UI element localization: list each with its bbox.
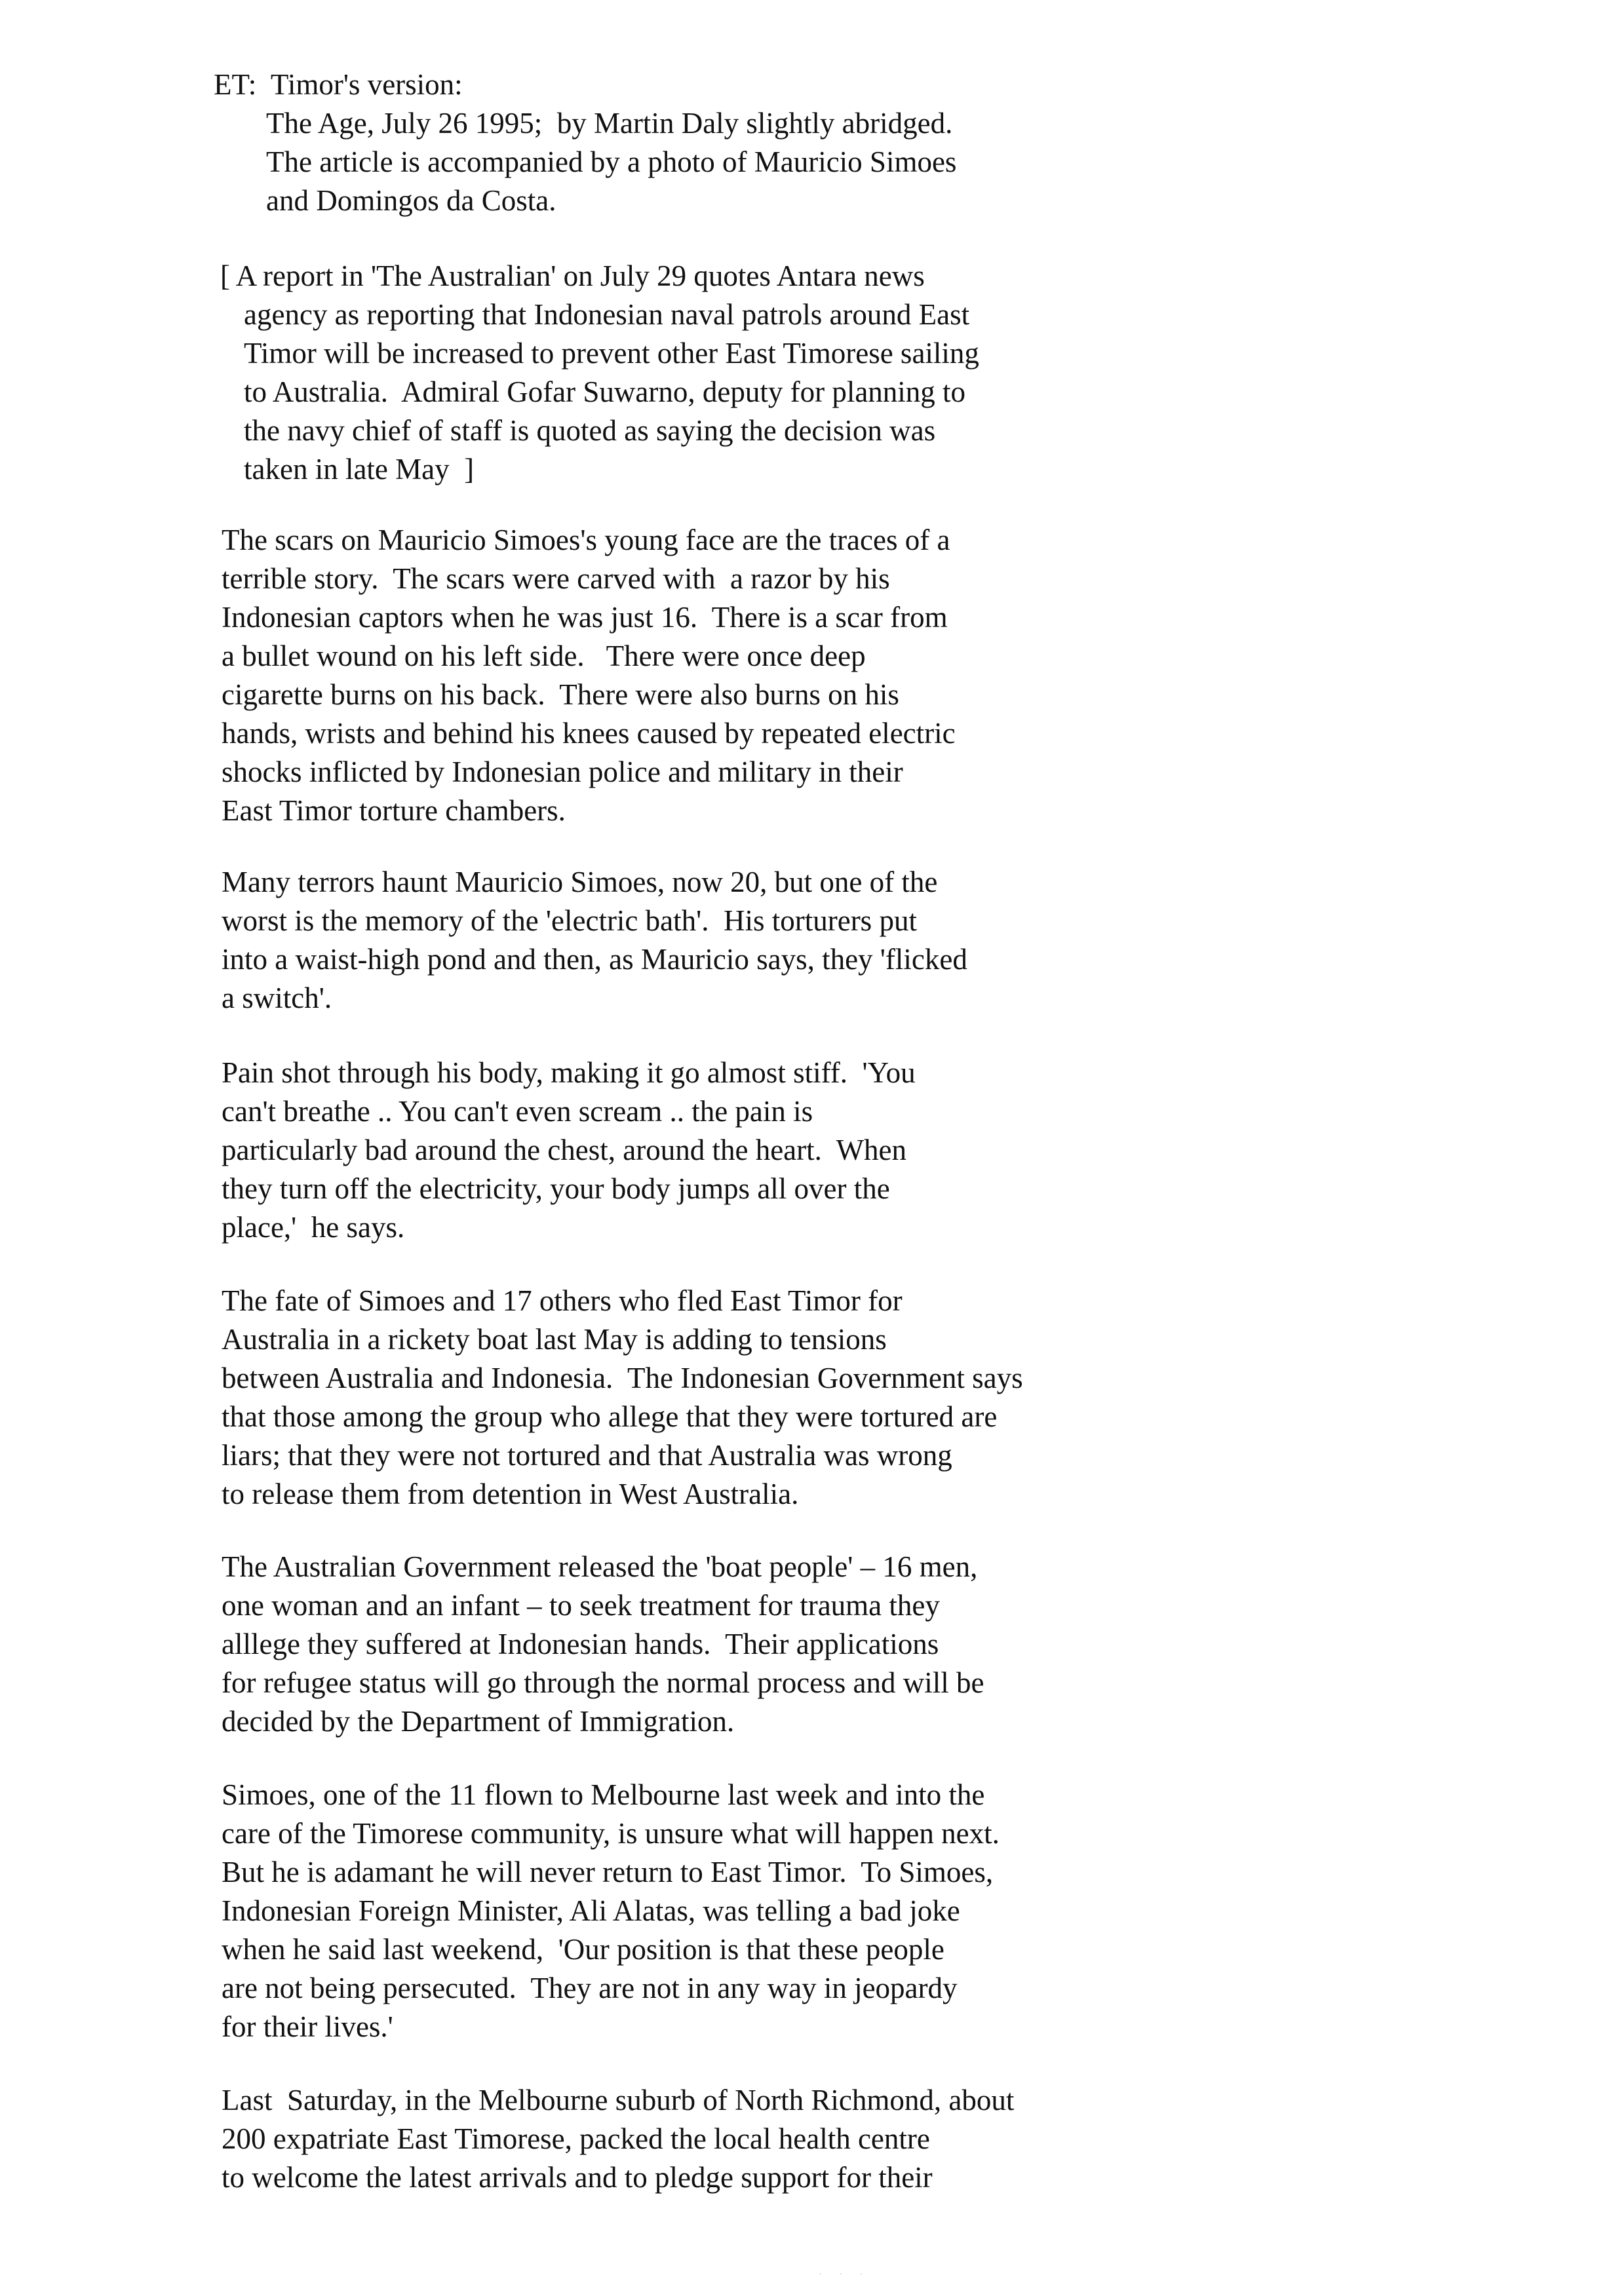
paragraph-line: care of the Timorese community, is unsure what will happen next.: [222, 1817, 1000, 1850]
paragraph-line: a switch'.: [222, 982, 332, 1014]
paragraph-line: one woman and an infant – to seek treatment for trauma they: [222, 1589, 940, 1622]
editor-note-line: to Australia. Admiral Gofar Suwarno, deputy for planning to: [244, 375, 966, 408]
editor-note-line: agency as reporting that Indonesian naval patrols around East: [244, 298, 970, 331]
paragraph-line: Simoes, one of the 11 flown to Melbourne last week and into the: [222, 1778, 985, 1811]
article-paragraph-4: [222, 1282, 1023, 1514]
paragraph-line: Last Saturday, in the Melbourne suburb of North Richmond, about: [222, 2084, 1015, 2116]
paragraph-line: between Australia and Indonesia. The Indonesian Government says: [222, 1362, 1023, 1394]
paragraph-line: Pain shot through his body, making it go almost stiff. 'You: [222, 1056, 916, 1089]
header-label-block: [214, 66, 463, 104]
paragraph-line: terrible story. The scars were carved with a razor by his: [222, 562, 890, 595]
paragraph-line: when he said last weekend, 'Our position is that these people: [222, 1933, 944, 1966]
paragraph-line: cigarette burns on his back. There were also burns on his: [222, 678, 899, 711]
editor-note-line: taken in late May ]: [244, 453, 475, 486]
article-paragraph-5: [222, 1548, 984, 1741]
paragraph-line: shocks inflicted by Indonesian police and military in their: [222, 756, 903, 788]
paragraph-line: But he is adamant he will never return to East Timor. To Simoes,: [222, 1856, 994, 1888]
paragraph-line: that those among the group who allege that they were tortured are: [222, 1400, 998, 1433]
paragraph-line: The scars on Mauricio Simoes's young face are the traces of a: [222, 524, 950, 556]
paragraph-line: to release them from detention in West Australia.: [222, 1478, 799, 1510]
paragraph-line: hands, wrists and behind his knees caused by repeated electric: [222, 717, 956, 750]
paragraph-line: decided by the Department of Immigration.: [222, 1705, 735, 1738]
paragraph-line: into a waist-high pond and then, as Mauricio says, they 'flicked: [222, 943, 967, 976]
paragraph-line: Indonesian Foreign Minister, Ali Alatas, was telling a bad joke: [222, 1894, 960, 1927]
paragraph-line: Many terrors haunt Mauricio Simoes, now 20, but one of the: [222, 866, 938, 898]
paragraph-line: East Timor torture chambers.: [222, 794, 566, 827]
source-line: The Age, July 26 1995; by Martin Daly slightly abridged.: [266, 107, 953, 140]
paragraph-line: liars; that they were not tortured and that Australia was wrong: [222, 1439, 952, 1472]
paragraph-line: for refugee status will go through the normal process and will be: [222, 1666, 984, 1699]
paragraph-line: The fate of Simoes and 17 others who fled East Timor for: [222, 1284, 903, 1317]
paragraph-line: they turn off the electricity, your body jumps all over the: [222, 1172, 890, 1205]
article-paragraph-3: [222, 1054, 916, 1247]
article-paragraph-6: [222, 1776, 1000, 2046]
article-paragraph-2: [222, 863, 967, 1018]
paragraph-line: place,' he says.: [222, 1211, 405, 1244]
paragraph-line: are not being persecuted. They are not in any way in jeopardy: [222, 1972, 958, 2004]
article-paragraph-7: [222, 2081, 1014, 2197]
scan-speckle: . . .: [819, 2267, 870, 2277]
source-citation-block: [266, 104, 956, 220]
editor-note-line: the navy chief of staff is quoted as saying the decision was: [244, 414, 936, 447]
paragraph-line: particularly bad around the chest, around the heart. When: [222, 1134, 907, 1166]
source-line: The article is accompanied by a photo of Mauricio Simoes: [266, 145, 957, 178]
article-paragraph-1: [222, 521, 956, 830]
editor-note-block: [220, 257, 979, 489]
editor-note-line: Timor will be increased to prevent other East Timorese sailing: [244, 337, 979, 370]
paragraph-line: alllege they suffered at Indonesian hands. Their applications: [222, 1628, 939, 1660]
paragraph-line: to welcome the latest arrivals and to pledge support for their: [222, 2161, 933, 2194]
header-label: ET: Timor's version:: [214, 68, 463, 101]
paragraph-line: 200 expatriate East Timorese, packed the local health centre: [222, 2122, 930, 2155]
paragraph-line: can't breathe .. You can't even scream .. the pain is: [222, 1095, 813, 1128]
source-line: and Domingos da Costa.: [266, 184, 556, 217]
paragraph-line: worst is the memory of the 'electric bath'. His torturers put: [222, 904, 917, 937]
paragraph-line: The Australian Government released the 'boat people' – 16 men,: [222, 1550, 978, 1583]
paragraph-line: a bullet wound on his left side. There were once deep: [222, 640, 866, 672]
paragraph-line: Australia in a rickety boat last May is adding to tensions: [222, 1323, 887, 1356]
editor-note-line: [ A report in 'The Australian' on July 29 quotes Antara news: [220, 259, 925, 292]
paragraph-line: for their lives.': [222, 2010, 393, 2043]
paragraph-line: Indonesian captors when he was just 16. There is a scar from: [222, 601, 948, 634]
